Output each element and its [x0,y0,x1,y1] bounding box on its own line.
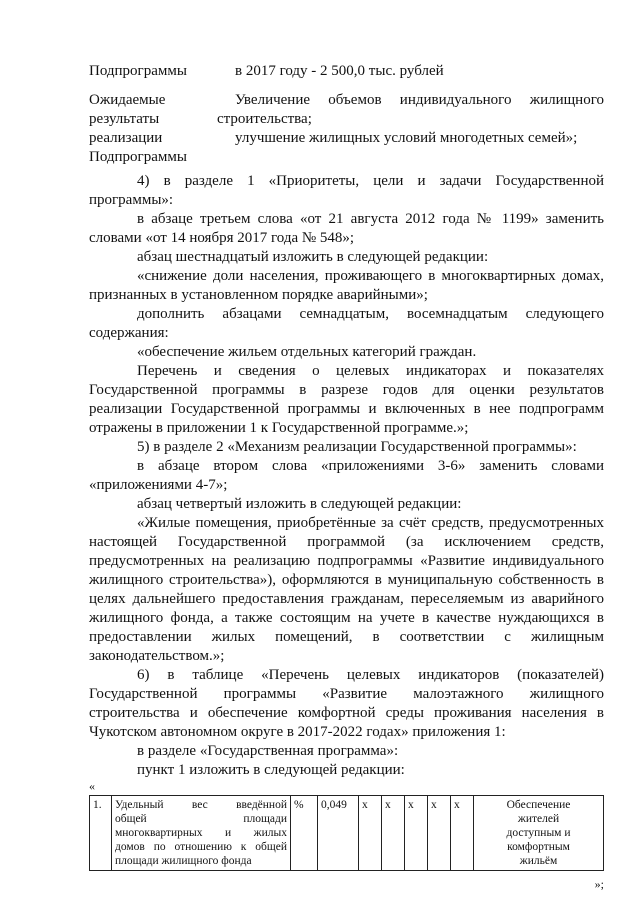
cell-line: площади жилищного фонда [115,855,252,867]
paragraph-appendices [89,457,604,495]
text-line: предоставлении жилых помещений, в соответствии с жилищным [89,629,604,645]
text-line: отражены в приложении 1 к Государственной программе.»; [89,420,469,436]
cell-x: x [359,796,382,871]
paragraph-item-1 [89,761,604,780]
text-line: строительства и обеспечение комфортной среды проживания населения в [89,705,604,721]
paragraph-housing-categories [89,343,604,362]
text-line: целях дальнейшего предоставления гражданам, переселяемым из аварийного [89,591,604,607]
indicator-table [89,795,604,871]
results-value-line: строительства; [217,111,312,127]
cell-line: общей площади [115,813,287,825]
cell-x: x [451,796,474,871]
text-line: «обеспечение жильем отдельных категорий граждан. [137,344,477,360]
cell-indicator-name [112,796,291,871]
text-line: признанных в установленном порядке аварийными»; [89,287,428,303]
results-label-line: результаты [89,111,160,127]
results-label-line: Ожидаемые [89,92,166,108]
paragraph-indicators-list [89,362,604,438]
text-line: Государственной программы «Развитие малоэтажного жилищного [89,686,604,702]
results-label-line: реализации [89,130,163,146]
cell-line: комфортным [507,841,570,853]
close-quote: »; [594,877,604,891]
text-line: дополнить абзацами семнадцатым, восемнадцатым следующего [137,306,604,322]
text-line: 5) в разделе 2 «Механизм реализации Государственной программы»: [137,439,577,455]
text-line: программы»: [89,192,174,208]
text-line: жилищного фонда, а также состоящим на учете в качестве нуждающихся в [89,610,604,626]
paragraph-table-change [89,666,604,742]
paragraph-residential-premises [89,514,604,666]
text-line: реализации Государственной программы и включенных в нее подпрограмм [89,401,604,417]
text-line: законодательством.»; [89,648,225,664]
expected-results-value [217,91,604,148]
text-line: абзац четвертый изложить в следующей редакции: [137,496,462,512]
paragraph-add-paragraphs [89,305,604,343]
paragraph-section-1 [89,172,604,210]
subprograms-value: в 2017 году - 2 500,0 тыс. рублей [235,63,444,79]
text-line: в абзаце третьем слова «от 21 августа 2012 года № 1199» заменить [137,211,604,227]
cell-x: x [382,796,405,871]
text-line: 6) в таблице «Перечень целевых индикаторов (показателей) [137,667,604,683]
cell-unit: % [291,796,318,871]
paragraph-fourth [89,495,604,514]
text-line: «приложениями 4-7»; [89,477,228,493]
text-line: содержания: [89,325,169,341]
cell-number: 1. [90,796,112,871]
text-line: в разделе «Государственная программа»: [137,743,399,759]
text-line: жилищного строительства»), оформляются в муниципальную собственность в [89,572,604,588]
subprograms-label: Подпрограммы [89,63,187,79]
text-line: «Жилые помещения, приобретённые за счёт средств, предусмотренных [137,515,604,531]
cell-x: x [405,796,428,871]
cell-goal [474,796,604,871]
paragraph-section-2 [89,438,604,457]
cell-line: многоквартирных и жилых [115,827,287,839]
cell-line: Удельный вес введённой [115,799,287,811]
expected-results-label [89,91,224,167]
cell-line: жильём [519,855,558,867]
text-line: словами «от 14 ноября 2017 года № 548»; [89,230,355,246]
cell-line: доступным и [506,827,571,839]
text-line: Чукотском автономном округе в 2017-2022 годах» приложения 1: [89,724,506,740]
cell-line: домов по отношению к общей [115,841,287,853]
results-label-line: Подпрограммы [89,149,187,165]
text-line: 4) в разделе 1 «Приоритеты, цели и задачи Государственной [137,173,604,189]
paragraph-population-share [89,267,604,305]
paragraph-state-program-section [89,742,604,761]
text-line: Государственной программы в разрезе годов для оценки результатов [89,382,604,398]
results-value-line: улучшение жилищных условий многодетных семей»; [235,130,578,146]
cell-value: 0,049 [318,796,359,871]
cell-line: Обеспечение [506,799,571,811]
paragraph-decree-date [89,210,604,248]
text-line: предусмотренных на реализацию подпрограммы «Развитие индивидуального [89,553,604,569]
text-line: «снижение доли населения, проживающего в многоквартирных домах, [137,268,604,284]
paragraph-sixteenth [89,248,604,267]
open-quote: « [89,779,95,793]
table-row [90,796,604,871]
cell-line: жителей [517,813,560,825]
text-line: пункт 1 изложить в следующей редакции: [137,762,405,778]
results-value-line: Увеличение объемов индивидуального жилищного [235,92,604,108]
text-line: Перечень и сведения о целевых индикаторах и показателях [137,363,604,379]
text-line: в абзаце втором слова «приложениями 3-6» заменить словами [137,458,604,474]
text-line: абзац шестнадцатый изложить в следующей редакции: [137,249,489,265]
cell-x: x [428,796,451,871]
text-line: настоящей Государственной программой (за исключением средств, [89,534,604,550]
